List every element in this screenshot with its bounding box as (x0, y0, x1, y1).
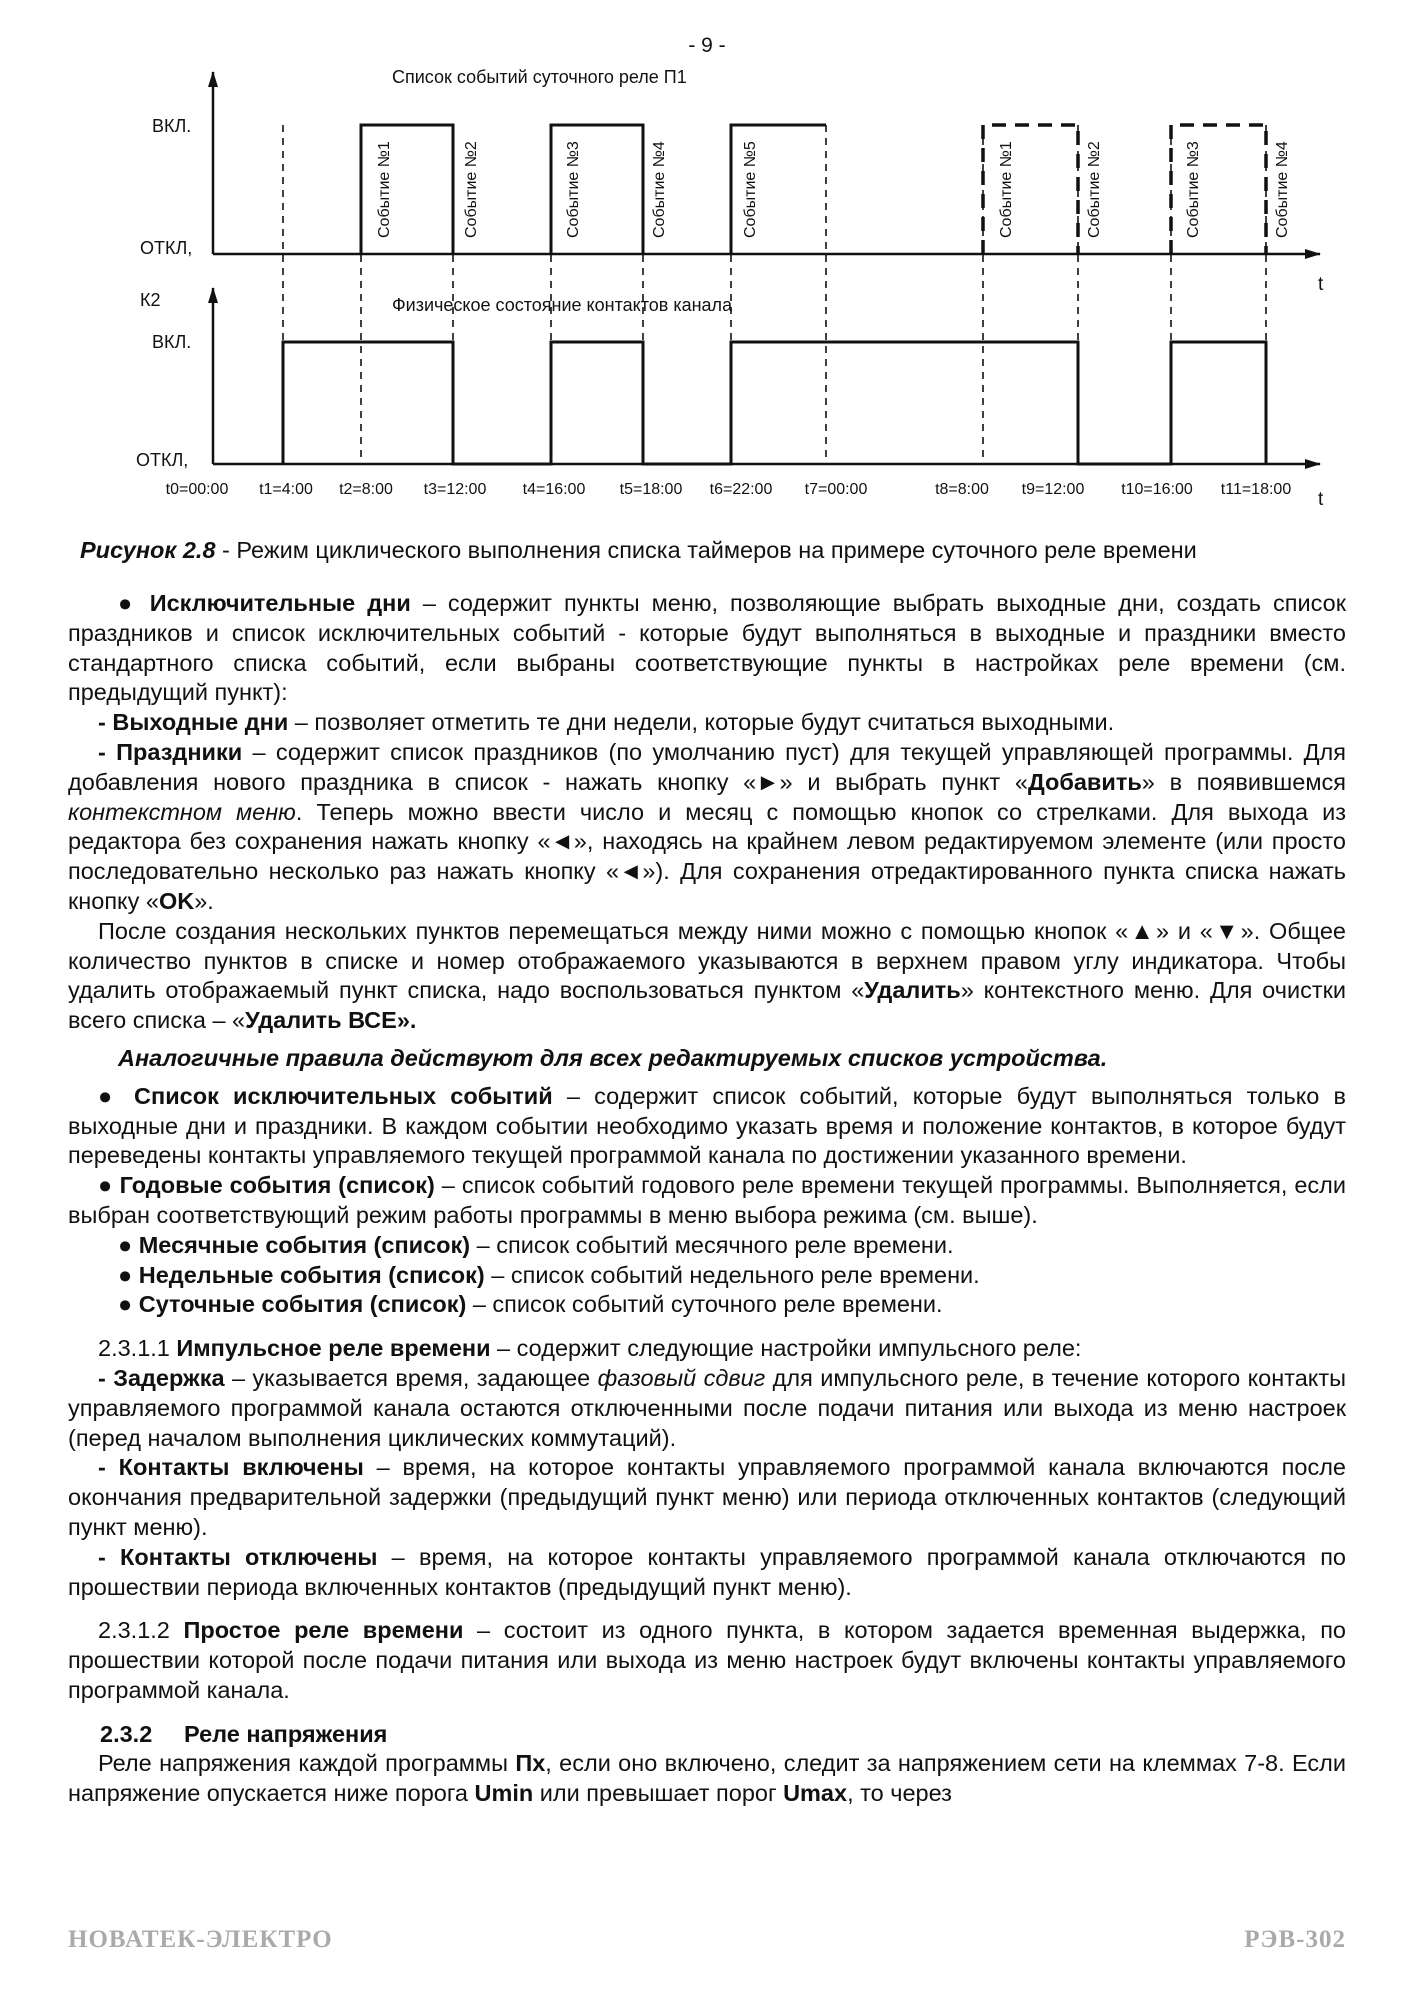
event-labels (376, 141, 1291, 238)
time-label: t1=4:00 (259, 481, 313, 498)
paragraph-navigation: После создания нескольких пунктов перемещаться между ними можно с помощью кнопок «▲» и «▼». Общее количество пунктов в списке и номер отображаемого указываются в верхнем правом углу индикатора. Чтобы удалить отображаемый пункт списка, надо воспользоваться пунктом «Удалить» контекстного меню. Для очистки всего списка – «Удалить ВСЕ». (68, 917, 1346, 1034)
next-cycle-pulses (983, 125, 1266, 254)
event-label: Событие №2 (1086, 141, 1103, 238)
event-label: Событие №3 (1185, 141, 1202, 238)
axes (213, 72, 1320, 464)
event-label: Событие №1 (998, 141, 1015, 238)
off-label-top: ОТКЛ, (140, 238, 193, 258)
paragraph-weekends: - Выходные дни – позволяет отметить те дни недели, которые будут считаться выходными. (98, 709, 1115, 736)
paragraph-rule: Аналогичные правила действуют для всех редактируемых списков устройства. (118, 1044, 1108, 1071)
paragraph-weekly-events: ● Недельные события (список) – список событий недельного реле времени. (118, 1261, 980, 1288)
time-label: t3=12:00 (423, 481, 487, 498)
event-label: Событие №4 (651, 141, 668, 238)
axis-label-top: t (1318, 274, 1324, 295)
footer-brand: НОВАТЕК-ЭЛЕКТРО (68, 1926, 333, 1953)
diagram-title-top: Список событий суточного реле П1 (392, 67, 687, 87)
paragraph-voltage-relay: Реле напряжения каждой программы Пх, если оно включено, следит за напряжением сети на клеммах 7-8. Если напряжение опускается ниже порога Umin или превышает порог Umax, то через (68, 1750, 1346, 1807)
event-label: Событие №1 (376, 141, 393, 238)
time-label: t4=16:00 (522, 481, 586, 498)
event-label: Событие №2 (463, 141, 480, 238)
footer-model: РЭВ-302 (1244, 1926, 1346, 1953)
page-number: - 9 - (688, 34, 726, 57)
event-label: Событие №4 (1274, 141, 1291, 238)
off-label-bottom: ОТКЛ, (136, 450, 189, 470)
section-title: Реле напряжения (184, 1720, 388, 1747)
on-label-top: ВКЛ. (152, 116, 192, 136)
time-label: t9=12:00 (1021, 481, 1085, 498)
paragraph-yearly-events: ● Годовые события (список) – список событий годового реле времени текущей программы. Выполняется, если выбран соответствующий режим работы программы в меню выбора режима (см. выше). (68, 1172, 1347, 1228)
time-label: t8=8:00 (935, 481, 989, 498)
time-label: t10=16:00 (1121, 481, 1193, 498)
timing-diagram (0, 0, 1414, 520)
paragraph-daily-events: ● Суточные события (список) – список событий суточного реле времени. (118, 1291, 943, 1318)
time-label: t2=8:00 (339, 481, 393, 498)
time-guide-lines (283, 125, 1266, 462)
time-label: t11=18:00 (1220, 481, 1292, 498)
paragraph-monthly-events: ● Месячные события (список) – список событий месячного реле времени. (118, 1231, 954, 1258)
channel-label: К2 (140, 290, 161, 310)
caption-label: Рисунок 2.8 (80, 537, 216, 563)
page-body (68, 589, 1346, 1809)
on-label-bottom: ВКЛ. (152, 332, 192, 352)
paragraph-contacts-off: - Контакты отключены – время, на которое контакты управляемого программой канала отключаются по прошествии периода включенных контактов (предыдущий пункт меню). (68, 1543, 1347, 1600)
paragraph-simple-relay: 2.3.1.2 Простое реле времени – состоит из одного пункта, в котором задается временная выдержка, по прошествии которой после подачи питания или выхода из меню настроек будут включены контакты управляемого программой канала. (68, 1617, 1346, 1703)
time-label: t0=00:00 (165, 481, 229, 498)
event-label: Событие №3 (565, 141, 582, 238)
time-label: t6=22:00 (709, 481, 773, 498)
section-heading (68, 1720, 1346, 1750)
axis-label-bottom: t (1318, 489, 1324, 510)
event-label: Событие №5 (742, 141, 759, 238)
paragraph-exclusive-days: ● Исключительные дни – содержит пункты меню, позволяющие выбрать выходные дни, создать список праздников и список исключительных событий - которые будут выполняться в выходные и праздники вместо стандартного списка событий, если выбраны соответствующие пункты в настройках реле времени (см. предыдущий пункт): (68, 590, 1346, 706)
paragraph-impulse-relay: 2.3.1.1 Импульсное реле времени – содержит следующие настройки импульсного реле: (98, 1335, 1082, 1362)
paragraph-exclusive-events: ● Список исключительных событий – содержит список событий, которые будут выполняться только в выходные дни и праздники. В каждом событии необходимо указать время и положение контактов, в которое будут переведены контакты управляемого текущей программой канала по достижении указанного времени. (68, 1082, 1346, 1169)
caption-text: - Режим циклического выполнения списка таймеров на примере суточного реле времени (215, 537, 1197, 563)
section-number: 2.3.2 (100, 1720, 153, 1747)
time-label: t5=18:00 (619, 481, 683, 498)
time-label: t7=00:00 (804, 481, 868, 498)
time-labels (166, 481, 1292, 498)
figure-caption (80, 535, 1350, 565)
diagram-title-bottom: Физическое состояние контактов канала (392, 295, 733, 315)
paragraph-holidays: - Праздники – содержит список праздников (по умолчанию пуст) для текущей управляющей программы. Для добавления нового праздника в список - нажать кнопку «►» и выбрать пункт «Добавить» в появившемся контекстном меню. Теперь можно ввести число и месяц с помощью кнопок со стрелками. Для выхода из редактора без сохранения нажать кнопку «◄», находясь на крайнем левом редактируемом элементе (или просто последовательно несколько раз нажать кнопку «◄»). Для сохранения отредактированного пункта списка нажать кнопку «OK». (68, 738, 1346, 914)
paragraph-contacts-on: - Контакты включены – время, на которое контакты управляемого программой канала включаются после окончания предварительной задержки (предыдущий пункт меню) или периода отключенных контактов (следующий пункт меню). (68, 1454, 1346, 1540)
contact-state-line (283, 342, 1266, 464)
paragraph-delay: - Задержка – указывается время, задающее фазовый сдвиг для импульсного реле, в течение которого контакты управляемого программой канала остаются отключенными после подачи питания или выхода из меню настроек (перед началом выполнения циклических коммутаций). (68, 1364, 1346, 1451)
